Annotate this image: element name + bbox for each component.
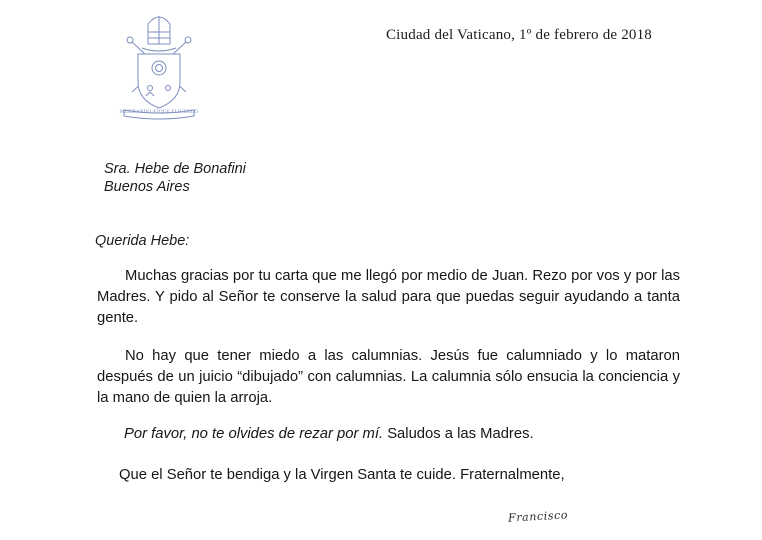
- prayer-request: Por favor, no te olvides de rezar por mí.: [124, 426, 384, 442]
- recipient-city: Buenos Aires: [104, 179, 190, 195]
- recipient-name: Sra. Hebe de Bonafini: [104, 161, 246, 177]
- closing-line: Que el Señor te bendiga y la Virgen Santa te cuide. Fraternalmente,: [119, 467, 565, 483]
- signature: Francisco: [507, 508, 569, 525]
- recipient-block: [104, 160, 246, 196]
- crest-motto: MISERANDO ATQUE ELIGENDO: [119, 110, 199, 115]
- body-paragraph-1: Muchas gracias por tu carta que me llegó por medio de Juan. Rezo por vos y por las Madres. Y pido al Señor te conserve la salud para que puedas seguir ayudando a tanta gente.: [97, 268, 680, 326]
- salutation: Querida Hebe:: [95, 233, 190, 249]
- papal-coat-of-arms-icon: [118, 12, 200, 122]
- body-paragraph-2: No hay que tener miedo a las calumnias. Jesús fue calumniado y lo mataron después de un juicio “dibujado” con calumnias. La calumnia sólo ensucia la conciencia y la mano de quien la arroja.: [97, 348, 680, 406]
- body-line-3: [124, 426, 534, 442]
- greeting-mothers: Saludos a las Madres.: [383, 426, 534, 442]
- date-line: Ciudad del Vaticano, 1º de febrero de 2018: [385, 27, 652, 43]
